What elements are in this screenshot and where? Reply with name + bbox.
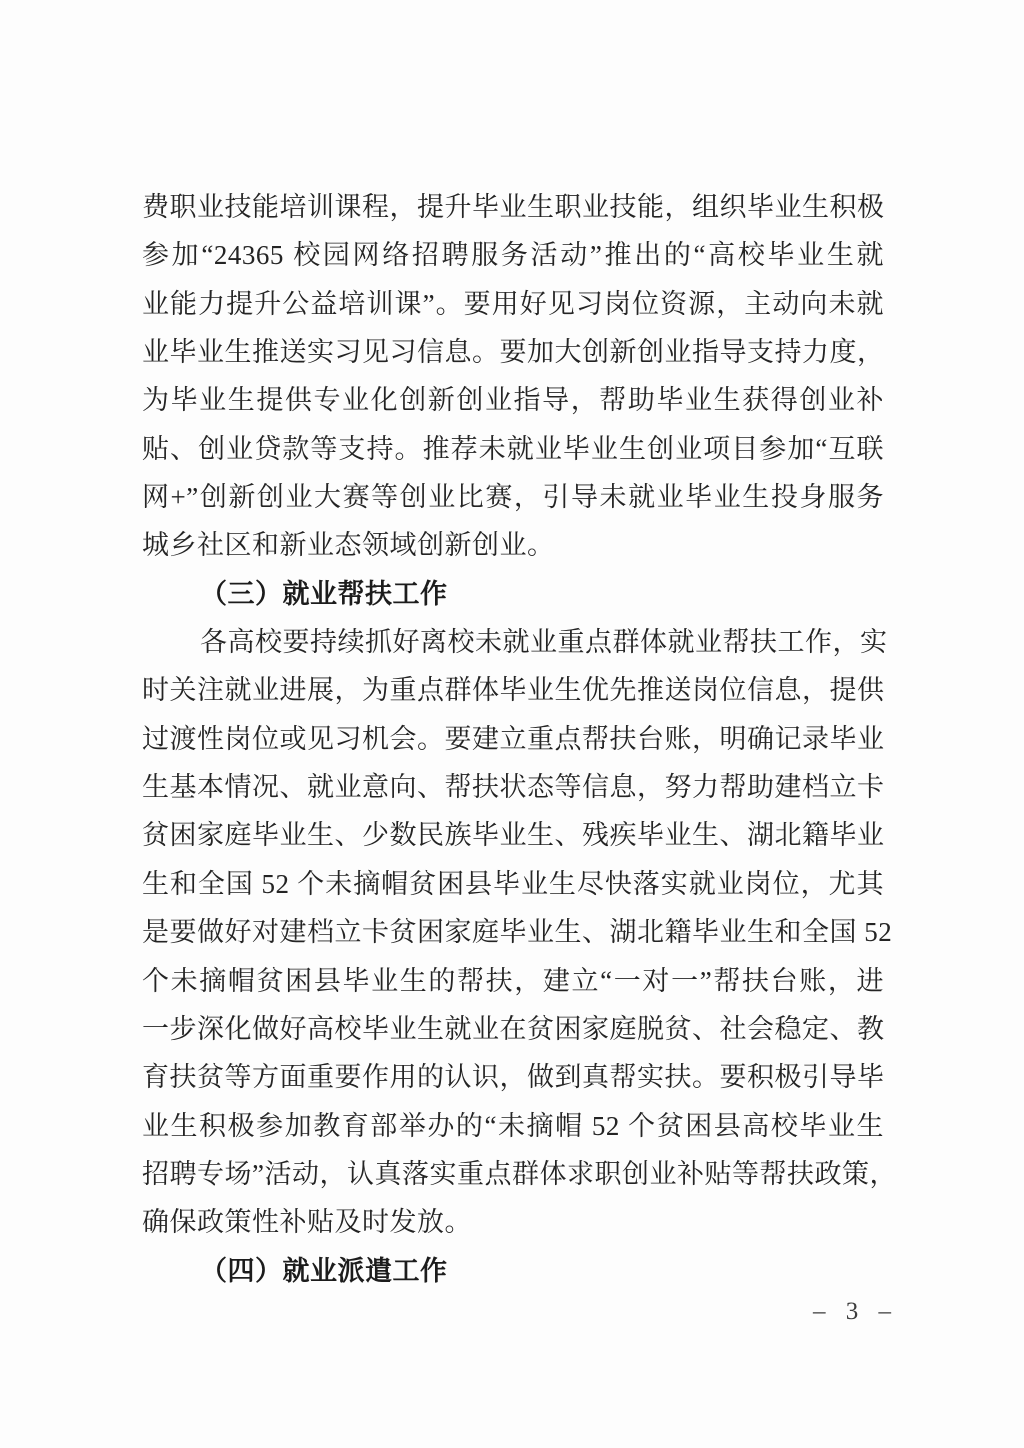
text-line: 生和全国 52 个未摘帽贫困县毕业生尽快落实就业岗位，尤其 (142, 868, 884, 899)
text-line: 时关注就业进展，为重点群体毕业生优先推送岗位信息，提供 (142, 675, 885, 706)
text-line: 为毕业生提供专业化创新创业指导，帮助毕业生获得创业补 (142, 385, 884, 416)
text-line: 参加“24365 校园网络招聘服务活动”推出的“高校毕业生就 (142, 240, 884, 271)
text-line: 育扶贫等方面重要作用的认识，做到真帮实扶。要积极引导毕 (142, 1062, 885, 1093)
text-line: 生基本情况、就业意向、帮扶状态等信息，努力帮助建档立卡 (142, 772, 885, 803)
section-heading: （三）就业帮扶工作 (200, 578, 448, 609)
text-line: 各高校要持续抓好离校未就业重点群体就业帮扶工作，实 (200, 627, 888, 658)
text-line: 业能力提升公益培训课”。要用好见习岗位资源，主动向未就 (142, 288, 884, 319)
text-line: 网+”创新创业大赛等创业比赛，引导未就业毕业生投身服务 (142, 482, 884, 513)
text-line: 业毕业生推送实习见习信息。要加大创新创业指导支持力度， (142, 337, 885, 368)
page-number: – 3 – (813, 1298, 898, 1325)
text-line: 费职业技能培训课程，提升毕业生职业技能，组织毕业生积极 (142, 192, 885, 222)
text-line: 业生积极参加教育部举办的“未摘帽 52 个贫困县高校毕业生 (142, 1110, 884, 1141)
text-line: 一步深化做好高校毕业生就业在贫困家庭脱贫、社会稳定、教 (142, 1013, 885, 1044)
section-heading: （四）就业派遣工作 (200, 1255, 448, 1286)
text-line: 贫困家庭毕业生、少数民族毕业生、残疾毕业生、湖北籍毕业 (142, 820, 885, 851)
text-line: 招聘专场”活动，认真落实重点群体求职创业补贴等帮扶政策， (142, 1158, 897, 1189)
document-text-block (142, 183, 897, 1295)
text-line: 确保政策性补贴及时发放。 (142, 1207, 472, 1238)
text-line: 城乡社区和新业态领域创新创业。 (142, 530, 555, 561)
text-line: 个未摘帽贫困县毕业生的帮扶，建立“一对一”帮扶台账，进 (142, 965, 884, 996)
text-line: 贴、创业贷款等支持。推荐未就业毕业生创业项目参加“互联 (142, 433, 884, 464)
text-line: 过渡性岗位或见习机会。要建立重点帮扶台账，明确记录毕业 (142, 723, 885, 754)
text-line: 是要做好对建档立卡贫困家庭毕业生、湖北籍毕业生和全国 52 (142, 917, 893, 948)
